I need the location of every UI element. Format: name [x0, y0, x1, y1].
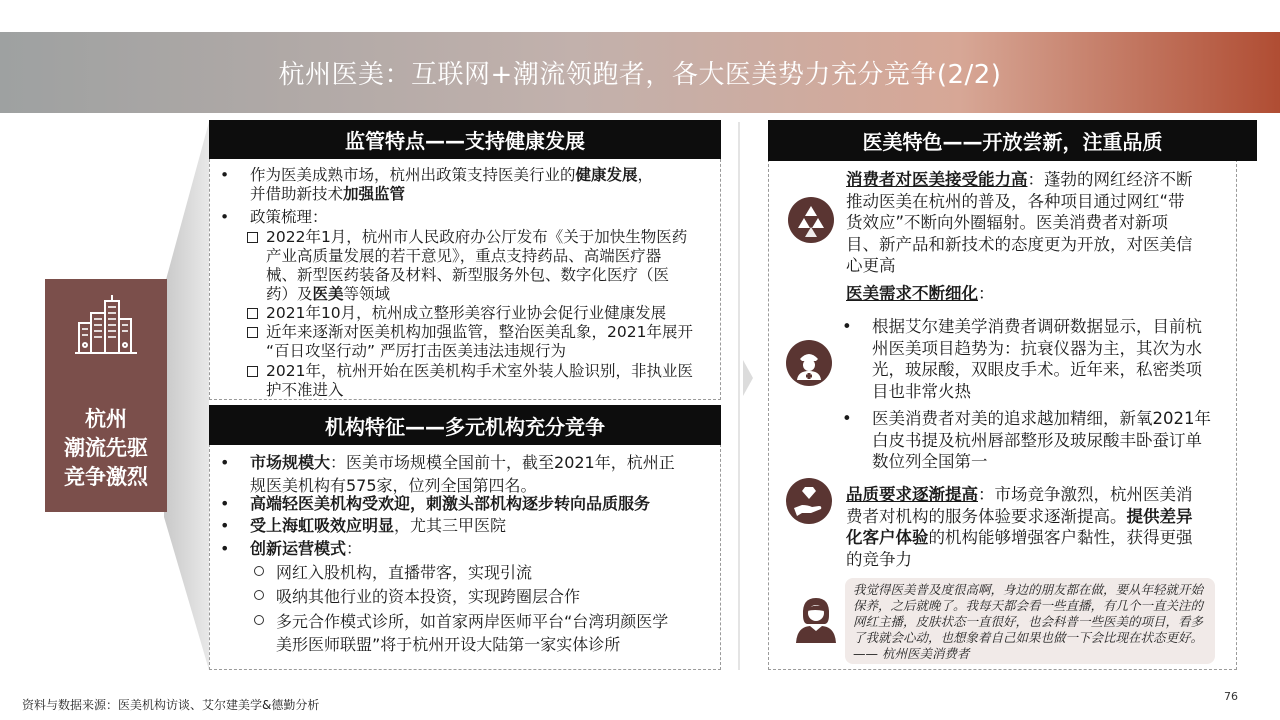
policy-item-2: 2021年10月，杭州成立整形美容行业协会促行业健康发展 [266, 304, 712, 323]
policy-item-1: 2022年1月，杭州市人民政府办公厅发布《关于加快生物医药 产业高质量发展的若干意见》，重点支持药品、高端医疗器 械、新型医药装备及材料、新型服务外包、数字化医疗（医 药）及医美等领域 [266, 228, 712, 304]
feature-acceptance: 消费者对医美接受能力高：蓬勃的网红经济不断 推动医美在杭州的普及，各种项目通过网红“带 货效应”不断向外圈辐射。医美消费者对新项 目、新产品和新技术的态度更为开放，对医美信 心更高 [846, 170, 1193, 275]
policy-item-4: 2021年，杭州开始在医美机构手术室外装人脸识别，非执业医 护不准进入 [266, 362, 712, 400]
institution-bullet-4: • 创新运营模式： [250, 537, 712, 560]
quote-text: 我觉得医美普及度很高啊，身边的朋友都在做，要从年轻就开始保养，之后就晚了。我每天都会看一些直播，有几个一直关注的网红主播，皮肤状态一直很好，也会科普一些医美的项目，看多了我就会心动，也想象着自己如果也做一下会比现在状态更好。—— 杭州医美消费者 [853, 582, 1204, 661]
feature-refinement-title: 医美需求不断细化： [846, 284, 995, 303]
card-line-3: 竞争激烈 [64, 465, 148, 489]
title-banner [0, 32, 1280, 113]
operation-mode-2: 吸纳其他行业的资本投资，实现跨圈层合作 [276, 585, 716, 608]
regulation-bullet-1: • 作为医美成熟市场，杭州出政策支持医美行业的健康发展， 并借助新技术加强监管 [250, 166, 710, 204]
card-line-2: 潮流先驱 [64, 436, 148, 460]
page-number: 76 [1224, 690, 1238, 703]
triangles-icon [788, 197, 834, 243]
feature-quality: 品质要求逐渐提高：市场竞争激烈，杭州医美消 费者对机构的服务体验要求逐渐提高。提供差异 化客户体验的机构能够增强客户黏性，获得更强 的竞争力 [846, 485, 1193, 569]
page-title: 杭州医美：互联网+潮流领跑者，各大医美势力充分竞争(2/2) [278, 60, 1002, 90]
city-buildings-icon [73, 293, 139, 363]
institution-bullet-2: • 高端轻医美机构受欢迎，刺激头部机构逐步转向品质服务 [250, 492, 712, 515]
hand-gem-icon [786, 478, 832, 524]
features-header: 医美特色——开放尝新，注重品质 [768, 120, 1257, 161]
connector-wedge [164, 122, 212, 672]
operation-mode-1: 网红入股机构，直播带客，实现引流 [276, 561, 716, 584]
chevron-right-icon [743, 360, 753, 396]
hangzhou-card [45, 279, 167, 512]
refinement-bullet-1: • 根据艾尔建美学消费者调研数据显示，目前杭 州医美项目趋势为：抗衰仪器为主，其次为水 光，玻尿酸，双眼皮手术。近年来，私密类项 目也非常火热 [872, 316, 1232, 402]
policy-item-3: 近年来逐渐对医美机构加强监管，整治医美乱象，2021年展开 “百日攻坚行动” 严厉打击医美违法违规行为 [266, 323, 712, 361]
refinement-bullet-2: • 医美消费者对美的追求越加精细，新氧2021年 白皮书提及杭州唇部整形及玻尿酸丰卧蚕订单 数位列全国第一 [872, 408, 1232, 473]
institution-header: 机构特征——多元机构充分竞争 [209, 405, 721, 445]
doctor-icon [786, 340, 832, 386]
consumer-woman-icon [793, 593, 839, 639]
consumer-quote [845, 578, 1215, 664]
column-divider [738, 122, 740, 670]
regulation-header: 监管特点——支持健康发展 [209, 120, 721, 159]
regulation-bullet-2: • 政策梳理： [250, 208, 710, 227]
institution-bullet-1: • 市场规模大：医美市场规模全国前十，截至2021年，杭州正 规医美机构有575家，位列全国第四名。 [250, 451, 712, 497]
source-note: 资料与数据来源：医美机构访谈、艾尔建美学&德勤分析 [22, 698, 320, 712]
card-line-1: 杭州 [85, 407, 127, 431]
institution-bullet-3: • 受上海虹吸效应明显，尤其三甲医院 [250, 514, 712, 537]
operation-mode-3: 多元合作模式诊所，如首家两岸医师平台“台湾玥颜医学 美形医师联盟”将于杭州开设大陆第一家实体诊所 [276, 610, 716, 656]
